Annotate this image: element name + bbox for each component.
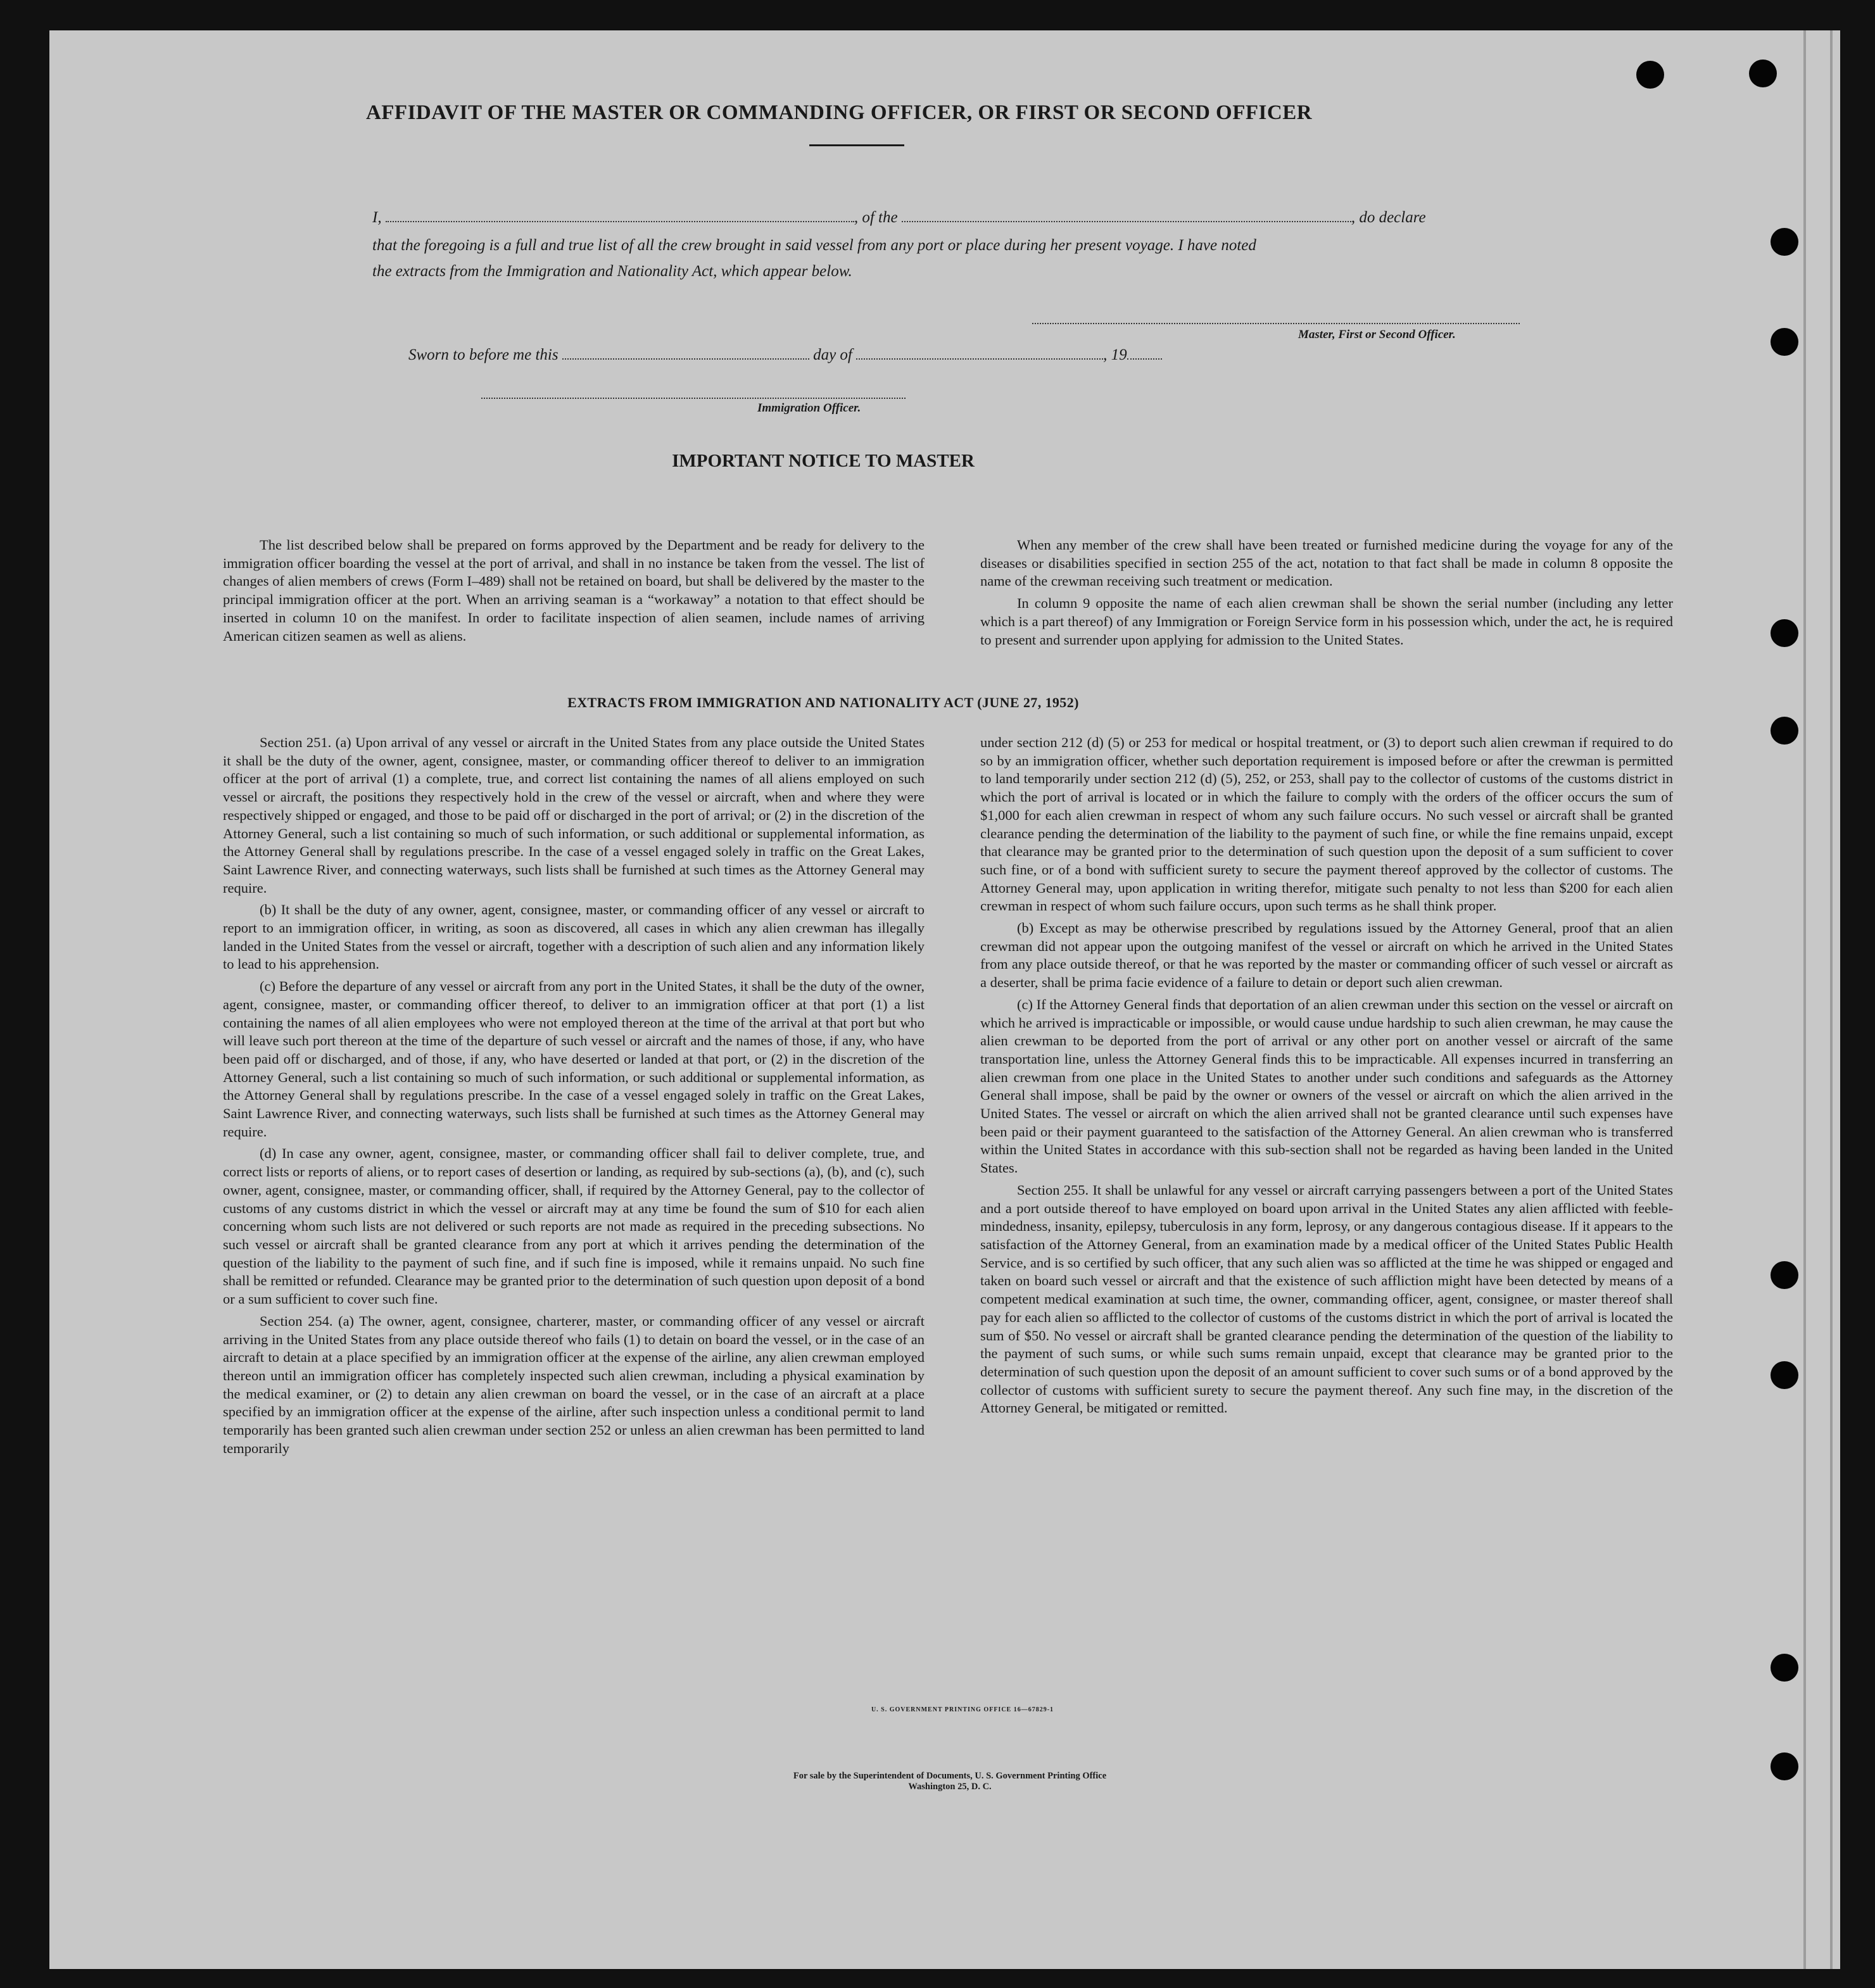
section-251-d: (d) In case any owner, agent, consignee, master, or commanding officer shall fail to deliver complete, true, and correct lists or reports of aliens, or to report cases of desertion or landing, as required by sub-sections (a), (b), and (c), such owner, agent, consignee, master, or commanding officer, shall, if required by the Attorney General, pay to the collector of customs of any customs district in which the vessel or aircraft may at any time be found the sum of $10 for each alien concerning whom such lists are not delivered or such reports are not made as required in the preceding subsections. No such vessel or aircraft shall be granted clearance from any port at which it arrives pending the determination of the question of the liability to the payment of such fine, and if such fine is imposed, while it remains unpaid. No such fine shall be remitted or refunded. Clearance may be granted prior to the determination of such question upon deposit of a bond or a sum sufficient to cover such fine. bbox=[223, 1145, 925, 1307]
extracts-right-column bbox=[980, 734, 1673, 1421]
punch-hole bbox=[1771, 328, 1798, 356]
sale-notice bbox=[633, 1771, 1266, 1792]
page-edge bbox=[1830, 30, 1833, 1969]
declarant-line bbox=[372, 209, 1426, 227]
declaration-line-1: that the foregoing is a full and true list of all the crew brought in said vessel from any port or place during her present voyage. I have noted bbox=[372, 237, 1256, 254]
notice-title: IMPORTANT NOTICE TO MASTER bbox=[672, 451, 975, 471]
section-254-a-continued: under section 212 (d) (5) or 253 for medical or hospital treatment, or (3) to deport such alien crewman if required to do so by an immigration officer, whether such deportation requirement is imposed before or after the crewman is permitted to land temporarily under section 212 (d) (5), 252, or 253, shall pay to the collector of customs of the customs district in which the port of arrival is located or in which the failure to comply with the orders of the officer occurs the sum of $1,000 for each alien crewman in respect of whom any such failure occurs. No such vessel or aircraft shall be granted clearance pending the determination of the liability to the payment of such fine, or while the fine remains unpaid, except that clearance may be granted prior to the determination of such question upon the deposit of a sum sufficient to cover such fine, or of a bond with sufficient surety to secure the payment thereof approved by the collector of customs. The Attorney General may, upon application in writing therefor, mitigate such penalty to not less than $200 for each alien crewman in respect of whom such failure occurs, upon such terms as he shall think proper. bbox=[980, 734, 1673, 914]
of-the-label: , of the bbox=[854, 209, 898, 226]
title-rule bbox=[809, 144, 904, 146]
notice-paragraph: The list described below shall be prepared on forms approved by the Department and be ready for delivery to the immigration officer boarding the vessel at the port of arrival, and shall in no instance be taken from the vessel. The list of changes of alien members of crews (Form I–489) shall not be retained on board, but shall be delivered by the master to the principal immigration officer at the port. When an arriving seaman is a “workaway” a notation to that effect should be inserted in column 10 on the manifest. In order to facilitate inspection of alien seamen, include names of arriving American citizen seamen as well as aliens. bbox=[223, 537, 925, 644]
notice-paragraph: When any member of the crew shall have been treated or furnished medicine during the voyage for any of the diseases or disabilities specified in section 255 of the act, notation to that fact shall be made in column 8 opposite the name of the crewman receiving such treatment or medication. bbox=[980, 537, 1673, 589]
sworn-line bbox=[408, 346, 1162, 364]
punch-hole bbox=[1771, 619, 1798, 647]
notice-left-column bbox=[223, 536, 925, 649]
punch-hole bbox=[1771, 1261, 1798, 1289]
punch-hole bbox=[1636, 61, 1664, 89]
sale-line-2: Washington 25, D. C. bbox=[908, 1782, 992, 1792]
master-signature-label: Master, First or Second Officer. bbox=[1298, 328, 1456, 341]
sworn-year-field[interactable] bbox=[1127, 348, 1162, 360]
section-254-a: Section 254. (a) The owner, agent, consignee, charterer, master, or commanding officer of any vessel or aircraft arriving in the United States from any place outside thereof who fails (1) to detain on board the vessel, or in the case of an aircraft to detain at a place specified by an immigration officer at the expense of the airline, any alien crewman employed thereon until an immigration officer has completely inspected such alien crewman, including a physical examination by the medical examiner, or (2) to detain any alien crewman on board the vessel, or in the case of an aircraft at a place specified by an immigration officer at the expense of the airline, after such inspection unless a conditional permit to land temporarily has been granted such alien crewman under section 252 or unless an alien crewman has been permitted to land temporarily bbox=[223, 1312, 925, 1456]
vessel-name-field[interactable] bbox=[902, 211, 1351, 222]
gpo-imprint: U. S. GOVERNMENT PRINTING OFFICE 16—67829-1 bbox=[871, 1706, 1054, 1713]
punch-hole bbox=[1771, 1752, 1798, 1780]
year-label: , 19 bbox=[1103, 346, 1127, 363]
officer-signature-line[interactable] bbox=[481, 398, 906, 399]
declarant-name-field[interactable] bbox=[386, 211, 854, 222]
sworn-label: Sworn to before me this bbox=[408, 346, 559, 363]
section-251-c: (c) Before the departure of any vessel or aircraft from any port in the United States, it shall be the duty of the owner, agent, consignee, master, or commanding officer thereof, to deliver to an immigration officer at that port (1) a list containing the names of all alien employees who were not employed thereon at the time of the arrival at that port but who will leave such port thereon at the time of the departure of such vessel or aircraft and the names of those, if any, who have been paid off or discharged, and of those, if any, who have deserted or landed at that port, or (2) in the discretion of the Attorney General, such a list containing so much of such information, or such additional or supplemental information, as the Attorney General shall by regulations prescribe. In the case of a vessel engaged solely in traffic on the Great Lakes, Saint Lawrence River, and connecting waterways, such lists shall be furnished at such times as the Attorney General may require. bbox=[223, 978, 925, 1140]
extracts-left-column bbox=[223, 734, 925, 1461]
section-255: Section 255. It shall be unlawful for any vessel or aircraft carrying passengers between a port of the United States and a port outside thereof to have employed on board upon arrival in the United States any alien afflicted with feeble-mindedness, insanity, epilepsy, tuberculosis in any form, leprosy, or any dangerous contagious disease. If it appears to the satisfaction of the Attorney General, from an examination made by a medical officer of the United States Public Health Service, and is so certified by such officer, that any such alien was so afflicted at the time he was shipped or engaged and taken on board such vessel or aircraft and that the existence of such affliction might have been detected by means of a competent medical examination at such time, the owner, commanding officer, agent, consignee, or master thereof shall pay for each alien so afflicted to the collector of customs of the customs district in which the port of arrival is located the sum of $50. No vessel or aircraft shall be granted clearance pending the determination of the question of the liability to the payment of such sums, or while such sums remain unpaid, except that clearance may be granted prior to the determination of such question upon the deposit of an amount sufficient to cover such sums or of a bond approved by the collector of customs with sufficient surety to secure the payment thereof. Any such fine may, in the discretion of the Attorney General, be mitigated or remitted. bbox=[980, 1181, 1673, 1416]
punch-hole bbox=[1749, 60, 1777, 87]
punch-hole bbox=[1771, 1361, 1798, 1389]
sworn-month-field[interactable] bbox=[856, 348, 1103, 360]
notice-right-column bbox=[980, 536, 1673, 653]
section-251-b: (b) It shall be the duty of any owner, agent, consignee, master, or commanding officer of any vessel or aircraft to report to an immigration officer, in writing, as soon as discovered, all cases in which any alien crewman has illegally landed in the United States from the vessel or aircraft, together with a description of such alien and any information likely to lead to his apprehension. bbox=[223, 902, 925, 972]
i-label: I, bbox=[372, 209, 382, 226]
sworn-day-field[interactable] bbox=[562, 348, 809, 360]
master-signature-line[interactable] bbox=[1032, 323, 1520, 324]
notice-paragraph: In column 9 opposite the name of each alien crewman shall be shown the serial number (including any letter which is a part thereof) of any Immigration or Foreign Service form in his possession which, under the act, he is required to present and surrender upon applying for admission to the United States. bbox=[980, 595, 1673, 648]
section-254-c: (c) If the Attorney General finds that deportation of an alien crewman under this section on the vessel or aircraft on which he arrived is impracticable or impossible, or would cause undue hardship to such alien crewman, he may cause the alien crewman to be deported from the port of arrival or any other port on another vessel or aircraft of the same transportation line, unless the Attorney General finds this to be impracticable. All expenses incurred in transferring an alien crewman from one place in the United States to another under such conditions and safeguards as the Attorney General shall impose, shall be paid by the owner or owners of the vessel or aircraft on which the alien arrived in the United States. The vessel or aircraft on which the alien arrived shall not be granted clearance until such expenses have been paid or their payment guaranteed to the satisfaction of the Attorney General. An alien crewman who is transferred within the United States in accordance with this sub-section shall not be regarded as having been landed in the United States. bbox=[980, 996, 1673, 1176]
declaration-line-2: the extracts from the Immigration and Nationality Act, which appear below. bbox=[372, 263, 852, 280]
day-of-label: day of bbox=[813, 346, 852, 363]
punch-hole bbox=[1771, 1654, 1798, 1682]
immigration-officer-label: Immigration Officer. bbox=[757, 401, 861, 415]
section-254-b: (b) Except as may be otherwise prescribed by regulations issued by the Attorney General, proof that an alien crewman did not appear upon the outgoing manifest of the vessel or aircraft on which he arrived in the United States from any place outside thereof, or that he was reported by the master or commanding officer of such vessel or aircraft as a deserter, shall be prima facie evidence of a failure to detain or deport such alien crewman. bbox=[980, 920, 1673, 991]
section-251-a: Section 251. (a) Upon arrival of any vessel or aircraft in the United States from any place outside the United States it shall be the duty of the owner, agent, consignee, master, or commanding officer thereof to deliver to an immigration officer at the port of arrival (1) a complete, true, and correct list containing the names of all aliens employed on such vessel or aircraft, the positions they respectively hold in the crew of the vessel or aircraft, when and where they were respectively shipped or engaged, and those to be paid off or discharged in the port of arrival; or (2) in the discretion of the Attorney General, such a list containing so much of such information, or such additional or supplemental information, as the Attorney General shall by regulations prescribe. In the case of a vessel engaged solely in traffic on the Great Lakes, Saint Lawrence River, and connecting waterways, such lists shall be furnished at such times as the Attorney General may require. bbox=[223, 734, 925, 896]
affidavit-title: AFFIDAVIT OF THE MASTER OR COMMANDING OFFICER, OR FIRST OR SECOND OFFICER bbox=[365, 101, 1313, 124]
punch-hole bbox=[1771, 717, 1798, 745]
page-edge bbox=[1803, 30, 1806, 1969]
punch-hole bbox=[1771, 228, 1798, 256]
extracts-title: EXTRACTS FROM IMMIGRATION AND NATIONALITY ACT (JUNE 27, 1952) bbox=[567, 695, 1079, 710]
do-declare-label: , do declare bbox=[1351, 209, 1426, 226]
sale-line-1: For sale by the Superintendent of Documents, U. S. Government Printing Office bbox=[793, 1771, 1107, 1781]
